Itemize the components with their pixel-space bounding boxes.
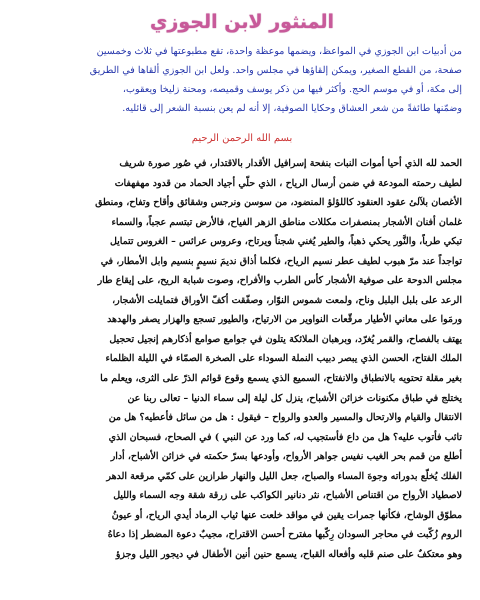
body-line: الملك الفتاح، الحسن الذي يبصر دبيب النملة السوداء على الصخرة الصمّاء في الليلة الظلماء — [105, 353, 462, 365]
body-line: الروم زُكّبت في محاجر السودان رِكّبها مفترح أحسن الاقتراح، مجيبٌ دعوة المضطر إذا دعاهُ — [107, 529, 462, 541]
body-line: لاصطياد الأرواح من اقتناص الأشباح، نثر دنانير الكواكب على زرقة شقة وجه السماء والليل — [113, 490, 462, 502]
intro-line: إلى مكة، أو في موسم الحج. وأكثر فيها من ذكر يوسف وقميصه، ومحنة زليخا ويعقوب، — [122, 84, 462, 95]
body-line: يهتف بالفصاح، والقمر يُغرّد، وبرهبان الملائكة يتلون في جوامع صوامع أذكارهم إنجيل تحجيل — [109, 333, 462, 345]
body-line: مجلس الدوحة على صوفية الأشجار كأس الطرب والأفراح، وصوت شبابة الريح، على إيقاع طار — [97, 275, 462, 287]
body-line: ورمَوا على معاني الأطيار مرقّعات النواوير من الارتياح، والطيور تسجع والهزار يصفر والهدهد — [107, 314, 462, 326]
body-line: الأغصان بلآلئ عقود العنقود كاللؤلؤ المنضود، من سوسن ونرجس وشقائق وأقاح وتفاح، ومنطق — [95, 197, 462, 209]
intro-line: صفحة، من القطع الصغير، ويمكن إلقاؤها في مجلس واحد. ولعل ابن الجوزي ألقاها في الطريق — [89, 65, 462, 76]
body-line: مطوّق الوشاح، فكأنها جمرات يقين في مواقد خلعت عنها ثياب الرماد أيدي الرياح، أو عيونُ — [111, 509, 462, 521]
body-line: أطلع من قمم بحر الغيب نفيس جواهر الأرواح، وأودعها بسرّ حكمته في خزائن الأشباح، أدار — [110, 451, 462, 463]
body-line: تائب فأتوب عليه؟ هل من داع فأستجيب له، كما ورد عن النبي ) في الصحاح، فسبحان الذي — [108, 431, 462, 443]
body-line: الفلك يُخلّع بدوراته وجوهَ المساء والصباح، جعل الليل والنهار طرازين على كمّي مرقعة الدهر — [106, 470, 462, 482]
intro-line: من أدبيات ابن الجوزي في المواعظ، ويضمها موعظة واحدة، تقع مطبوعتها في ثلاث وخمسين — [96, 46, 462, 57]
body-line: الرعد على بلبل البلبل وناح، ولمعت شموس النوّار، وصفّقت أكفّ الأوراق فتمايلت الأشجار، — [112, 294, 462, 306]
body-line: وهو معتكفٌ على صنم قلبه وأفعاله القباح، يسمع حنين أنين الأطفال في ديجور الليل وجزؤ — [115, 548, 462, 560]
body-line: الحمد لله الذي أحيا أموات النبات بنفحة إسرافيل الأقدار بالاقتدار، في صُور صورة شريف — [119, 158, 462, 169]
body-line: غلمان أفنان الأشجار بمنصفرات مكللات مناطق الزهر الفياح، فالأرض تبتسم عجباً، والسماء — [111, 216, 462, 228]
body-line: بغير مقلة تحتويه بالانطباق والانفتاح، السميع الذي يسمع وقوع قوائم الذرّ على الثرى، ويعلم ما — [100, 373, 462, 385]
body-line: تبكي طرباً، والنَّور يحكي ذهباً، والطير يُغني شجناً ويرتاح، وعروس عرائس – الغروس تتمايل — [110, 236, 462, 248]
body-line: لطيف رحمته المودعة في ضمن أرسال الرياح ، الذي حلّي أجياد الحماد من قدود مهفهفات — [114, 177, 462, 189]
body-line: الانتقال والقيام والارتحال والمسير والعدو والرواح – فيقول : هل من سائل فأعطيه؟ هل من — [108, 412, 462, 424]
body-line: يختلج في طباق مكنونات خزائن الأشباح، ينزل كل ليلة إلى سماء الدنيا – تعالى ربنا عن — [127, 392, 462, 404]
body-line: تواجداً عند مرّ هبوب لطيف عطر نسيم الرياح، فكلما أذاق نديمَ نسيمٍ بنسيم وابل الأمطار، في — [100, 255, 462, 267]
intro-paragraph — [22, 42, 462, 118]
basmala-heading: بسم الله الرحمن الرحيم — [191, 133, 293, 144]
body-text — [22, 154, 462, 564]
intro-line: وضمّنها طائفةً من شعر العشاق وحكايا الصوفية، إلا أنه لم يعن بنسبة الشعر إلى قائليه. — [122, 103, 462, 114]
page-title: المنثور لابن الجوزي — [150, 11, 334, 33]
